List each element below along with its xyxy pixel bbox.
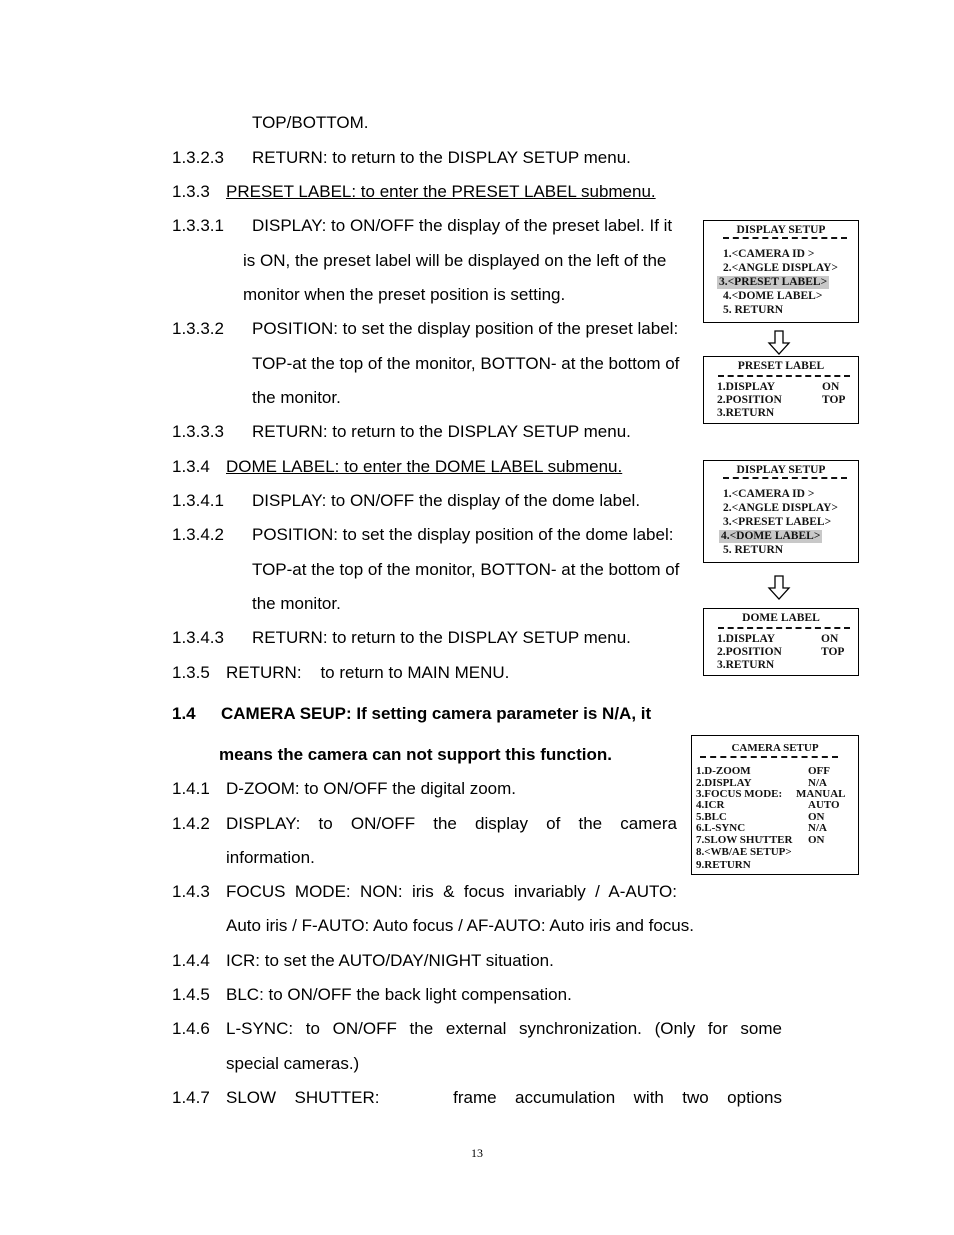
section-number: 1.3.4.3: [172, 628, 224, 647]
dashed-rule: [718, 627, 850, 629]
dashed-rule: [718, 375, 850, 377]
text-line: TOP-at the top of the monitor, BOTTON- at the bottom of: [252, 560, 680, 579]
text-line: D-ZOOM: to ON/OFF the digital zoom.: [226, 779, 517, 798]
section-number: 1.4.2: [172, 814, 210, 833]
text-line: FOCUS MODE: NON: iris & focus invariably / A-AUTO:: [226, 882, 677, 901]
menu-value: MANUAL: [796, 788, 846, 800]
section-number: 1.3.3: [172, 182, 210, 201]
section-number: 1.4.4: [172, 951, 210, 970]
menu-value: ON: [821, 633, 839, 645]
section-number: 1.4.3: [172, 882, 210, 901]
menu-item: 5.BLC: [696, 811, 727, 823]
text-line: DISPLAY: to ON/OFF the display of the dome label.: [252, 491, 641, 510]
page-number: 13: [471, 1146, 483, 1160]
menu-title: PRESET LABEL: [737, 360, 825, 372]
display-setup-menu-figure: [703, 220, 859, 323]
dome-label-menu-figure: [703, 608, 859, 676]
menu-value: ON: [808, 811, 825, 823]
text-line: the monitor.: [252, 388, 341, 407]
menu-title: DOME LABEL: [742, 612, 820, 624]
section-number: 1.4.1: [172, 779, 210, 798]
menu-item: 2.<ANGLE DISPLAY>: [723, 262, 838, 274]
menu-item: 6.L-SYNC: [696, 822, 746, 834]
section-number: 1.4.5: [172, 985, 210, 1004]
menu-value: ON: [808, 834, 825, 846]
section-number: 1.3.3.2: [172, 319, 224, 338]
menu-item: 1.<CAMERA ID >: [723, 248, 815, 260]
section-number: 1.3.4.2: [172, 525, 224, 544]
menu-item: 1.DISPLAY: [717, 633, 776, 645]
text-line: monitor when the preset position is setting.: [243, 285, 566, 304]
menu-value: TOP: [822, 394, 846, 406]
menu-item: 2.POSITION: [717, 646, 782, 658]
text-line: TOP-at the top of the monitor, BOTTON- at the bottom of: [252, 354, 680, 373]
menu-title: CAMERA SETUP: [731, 742, 819, 754]
menu-value: ON: [822, 381, 840, 393]
menu-value: TOP: [821, 646, 845, 658]
menu-item: 1.DISPLAY: [717, 381, 776, 393]
menu-item: 5. RETURN: [723, 304, 784, 316]
menu-value: AUTO: [808, 799, 840, 811]
menu-item: 2.POSITION: [717, 394, 782, 406]
text-line: BLC: to ON/OFF the back light compensation.: [226, 985, 572, 1004]
text-line: RETURN: to return to the DISPLAY SETUP menu.: [252, 422, 631, 441]
menu-item-highlighted: 3.<PRESET LABEL>: [719, 276, 828, 288]
menu-value: N/A: [808, 822, 827, 834]
menu-item: 3.FOCUS MODE:: [696, 788, 783, 800]
menu-item-highlighted: 4.<DOME LABEL>: [721, 530, 821, 542]
text-line: ICR: to set the AUTO/DAY/NIGHT situation.: [226, 951, 554, 970]
menu-item: 3.<PRESET LABEL>: [723, 516, 832, 528]
menu-item: 7.SLOW SHUTTER: [696, 834, 793, 846]
text-line: POSITION: to set the display position of the dome label:: [252, 525, 674, 544]
text-line: SLOW SHUTTER: frame accumulation with two options: [226, 1088, 782, 1107]
down-arrow-icon: [767, 575, 791, 601]
text-line: DISPLAY: to ON/OFF the display of the camera: [226, 814, 677, 833]
text-line: L-SYNC: to ON/OFF the external synchronization. (Only for some: [226, 1019, 782, 1038]
menu-item: 9.RETURN: [696, 859, 751, 871]
camera-setup-menu-figure: [691, 735, 859, 875]
section-number: 1.3.5: [172, 663, 210, 682]
display-setup-menu-figure: [703, 460, 859, 563]
section-number: 1.4: [172, 704, 196, 723]
menu-item: 1.D-ZOOM: [696, 765, 751, 777]
section-number: 1.3.3.1: [172, 216, 224, 235]
section-heading: means the camera can not support this function.: [219, 745, 612, 764]
menu-item: 4.<DOME LABEL>: [723, 290, 823, 302]
dashed-rule: [723, 477, 847, 479]
text-line: RETURN: to return to the DISPLAY SETUP menu.: [252, 628, 631, 647]
text-line: the monitor.: [252, 594, 341, 613]
section-heading: CAMERA SEUP: If setting camera parameter is N/A, it: [221, 704, 652, 723]
section-number: 1.4.6: [172, 1019, 210, 1038]
menu-item: 8.<WB/AE SETUP>: [696, 846, 792, 858]
menu-item: 2.<ANGLE DISPLAY>: [723, 502, 838, 514]
menu-item: 2.DISPLAY: [696, 777, 752, 789]
section-number: 1.3.4: [172, 457, 210, 476]
text-line: RETURN: to return to MAIN MENU.: [226, 663, 510, 682]
section-number: 1.3.4.1: [172, 491, 224, 510]
dashed-rule: [700, 756, 838, 758]
down-arrow-icon: [767, 330, 791, 356]
text-line: information.: [226, 848, 315, 867]
menu-item: 1.<CAMERA ID >: [723, 488, 815, 500]
menu-value: OFF: [808, 765, 830, 777]
section-heading: PRESET LABEL: to enter the PRESET LABEL submenu.: [226, 182, 656, 201]
text-line: RETURN: to return to the DISPLAY SETUP menu.: [252, 148, 631, 167]
menu-item: 5. RETURN: [723, 544, 784, 556]
text-line: POSITION: to set the display position of the preset label:: [252, 319, 679, 338]
menu-item: 3.RETURN: [717, 407, 775, 419]
menu-value: N/A: [808, 777, 827, 789]
dashed-rule: [723, 237, 847, 239]
text-line: DISPLAY: to ON/OFF the display of the preset label. If it: [252, 216, 673, 235]
section-number: 1.3.2.3: [172, 148, 224, 167]
menu-item: 3.RETURN: [717, 659, 775, 671]
menu-title: DISPLAY SETUP: [736, 464, 826, 476]
section-heading: DOME LABEL: to enter the DOME LABEL submenu.: [226, 457, 623, 476]
text-line: Auto iris / F-AUTO: Auto focus / AF-AUTO: Auto iris and focus.: [226, 916, 694, 935]
text-line: TOP/BOTTOM.: [252, 113, 369, 132]
menu-title: DISPLAY SETUP: [736, 224, 826, 236]
preset-label-menu-figure: [703, 356, 859, 424]
section-number: 1.4.7: [172, 1088, 210, 1107]
menu-item: 4.ICR: [696, 799, 725, 811]
section-number: 1.3.3.3: [172, 422, 224, 441]
text-line: is ON, the preset label will be displayed on the left of the: [243, 251, 667, 270]
text-line: special cameras.): [226, 1054, 360, 1073]
